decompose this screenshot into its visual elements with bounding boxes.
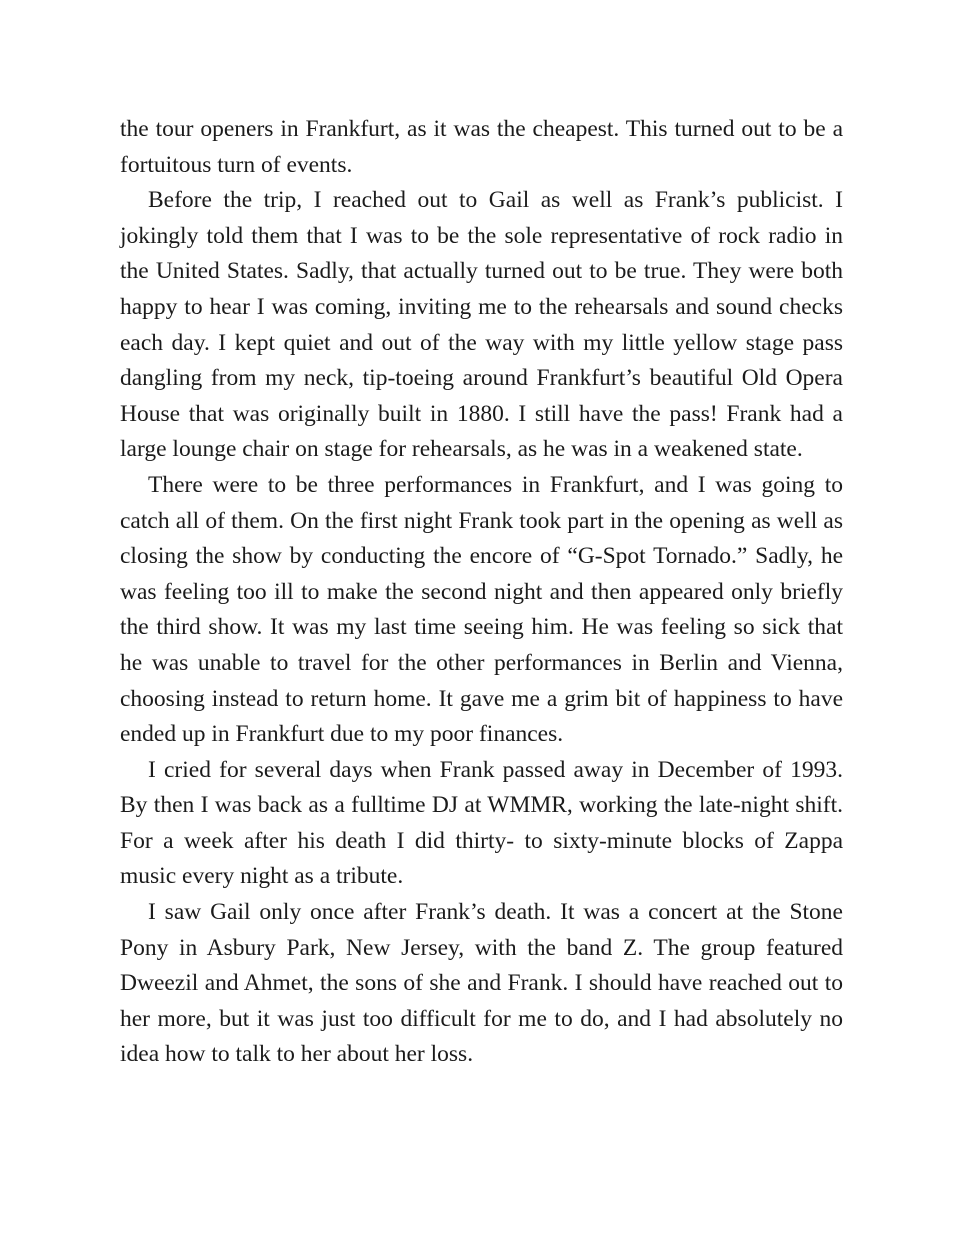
paragraph: I cried for several days when Frank passed away in December of 1993. By then I was back as a fulltime DJ at WMMR, working the late-night shift. For a week after his death I did thirty- to sixty-minute blocks of Zappa music every night as a tribute.: [120, 756, 843, 890]
paragraph: the tour openers in Frankfurt, as it was the cheapest. This turned out to be a fortuitous turn of events.: [120, 116, 843, 178]
page-text: [120, 112, 843, 1073]
paragraph: Before the trip, I reached out to Gail as well as Frank’s publicist. I jokingly told them that I was to be the sole representative of rock radio in the United States. Sadly, that actually turned out to be true. They were both happy to hear I was coming, inviting me to the rehearsals and sound checks each day. I kept quiet and out of the way with my little yellow stage pass dangling from my neck, tip-toeing around Frankfurt’s beautiful Old Opera House that was originally built in 1880. I still have the pass! Frank had a large lounge chair on stage for rehearsals, as he was in a weakened state.: [120, 187, 843, 463]
paragraph: I saw Gail only once after Frank’s death. It was a concert at the Stone Pony in Asbury Park, New Jersey, with the band Z. The group featured Dweezil and Ahmet, the sons of she and Frank. I should have reached out to her more, but it was just too difficult for me to do, and I had absolutely no idea how to talk to her about her loss.: [120, 899, 843, 1068]
paragraph: There were to be three performances in Frankfurt, and I was going to catch all of them. On the first night Frank took part in the opening as well as closing the show by conducting the encore of “G-Spot Tornado.” Sadly, he was feeling too ill to make the second night and then appeared only briefly the third show. It was my last time seeing him. He was feeling so sick that he was unable to travel for the other performances in Berlin and Vienna, choosing instead to return home. It gave me a grim bit of happiness to have ended up in Frankfurt due to my poor finances.: [120, 471, 843, 748]
